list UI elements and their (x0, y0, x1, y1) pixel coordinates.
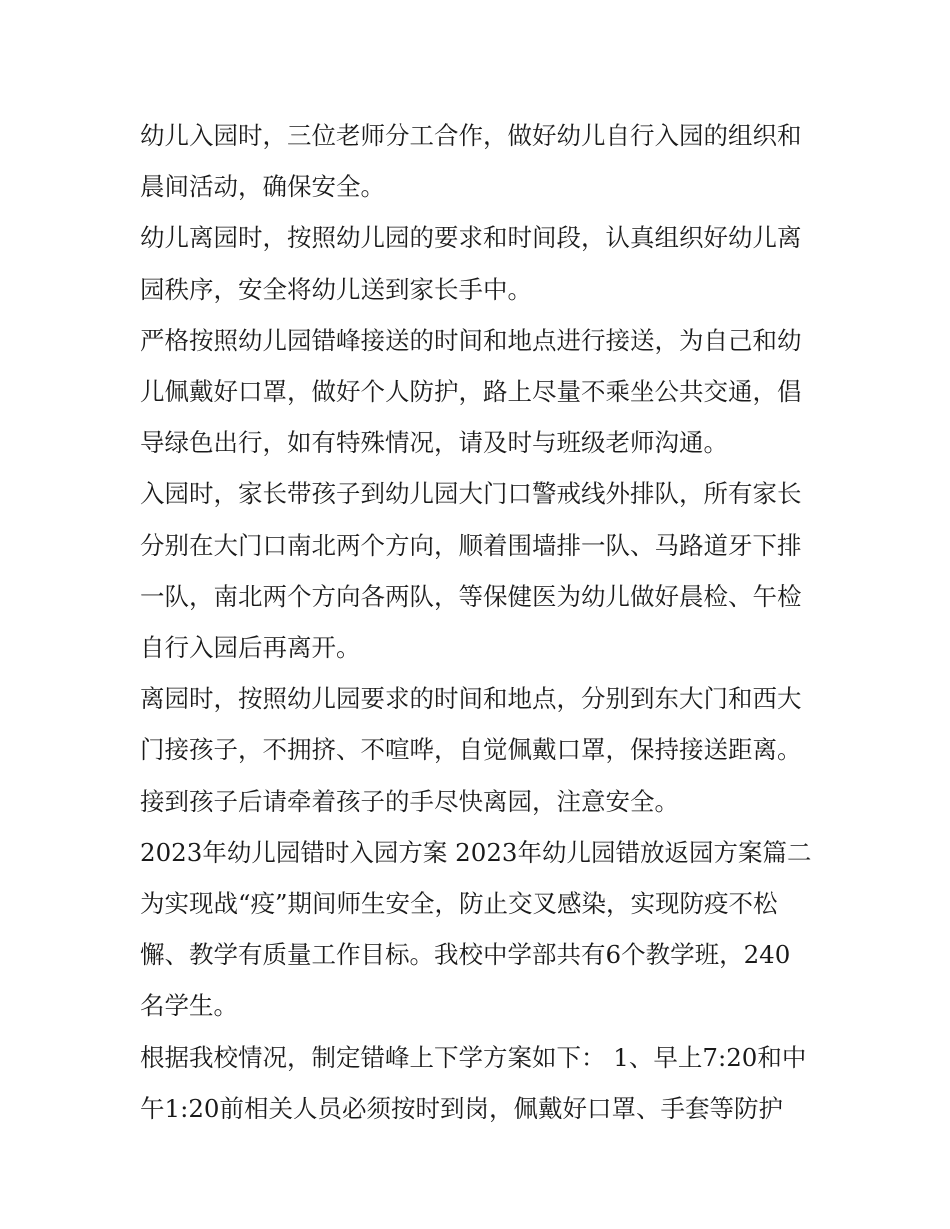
paragraph-kindergarten-departure: 幼儿离园时，按照幼儿园的要求和时间段，认真组织好幼儿离园秩序，安全将幼儿送到家长手中。 (140, 223, 802, 304)
paragraph-leave-safely: 接到孩子后请牵着孩子的手尽快离园，注意安全。 (140, 786, 679, 816)
paragraph-entry-queue: 入园时，家长带孩子到幼儿园大门口警戒线外排队，所有家长分别在大门口南北两个方向，顺着围墙排一队、马路道牙下排一队，南北两个方向各两队，等保健医为幼儿做好晨检、午检自行入园后再离开。 (140, 479, 802, 663)
paragraph-kindergarten-entry: 幼儿入园时，三位老师分工合作，做好幼儿自行入园的组织和晨间活动，确保安全。 (140, 121, 802, 202)
paragraph-section-heading: 2023年幼儿园错时入园方案 2023年幼儿园错放返园方案篇二 (140, 837, 812, 867)
paragraph-school-intro: 为实现战“疫”期间师生安全，防止交叉感染，实现防疫不松懈、教学有质量工作目标。我校中学部共有6个教学班，240名学生。 (140, 889, 791, 1021)
paragraph-schedule-plan: 根据我校情况，制定错峰上下学方案如下： 1、早上7:20和中午1:20前相关人员必须按时到岗，佩戴好口罩、手套等防护 (140, 1042, 807, 1123)
paragraph-staggered-pickup: 严格按照幼儿园错峰接送的时间和地点进行接送，为自己和幼儿佩戴好口罩，做好个人防护，路上尽量不乘坐公共交通，倡导绿色出行，如有特殊情况，请及时与班级老师沟通。 (140, 325, 802, 458)
paragraph-departure-gates: 离园时，按照幼儿园要求的时间和地点，分别到东大门和西大门接孩子，不拥挤、不喧哗，自觉佩戴口罩，保持接送距离。 (140, 684, 802, 765)
document-body (140, 110, 812, 1134)
